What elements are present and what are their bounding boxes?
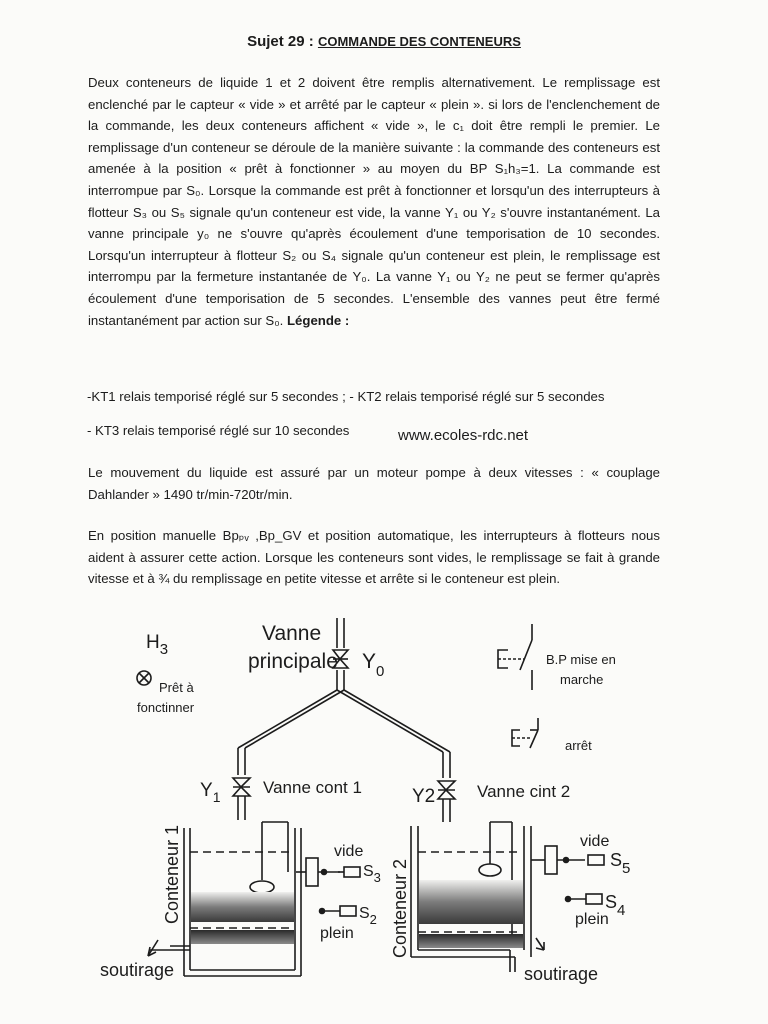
float-switch-box-1 [296, 858, 340, 886]
label-y0: $Y_0$ [362, 650, 385, 680]
lamp-h3-icon [137, 671, 151, 685]
float-switch-box-2 [531, 846, 585, 874]
label-bp-1: B.P mise en [546, 652, 616, 667]
liquid-bottom-container-2 [419, 934, 523, 948]
label-s4: $S_4$ [605, 892, 626, 919]
sensor-s4-icon [566, 894, 603, 904]
label-vide-1: vide [334, 843, 364, 860]
label-s3: $S_3$ [363, 863, 381, 885]
sensor-s2-icon [320, 906, 357, 916]
paragraph-intro-text: Deux conteneurs de liquide 1 et 2 doivent être remplis alternativement. Le remplissage est enclenché par le capteur « vide » et arrêté par le capteur « plein ». si lors de l'enclenchement de la commande, les deux conteneurs affichent « vide », le c₁ doit être rempli le premier. Le remplissage d'un conteneur se déroule de la manière suivante : la commande des conteneurs est amenée à la position « prêt à fonctionner » au moyen du BP S₁h₃=1. La commande est interrompue par S₀. Lorsque la commande est prêt à fonctionner et lorsqu'un des interrupteurs à flotteur S₃ ou S₅ signale qu'un conteneur est vide, la vanne Y₁ ou Y₂ s'ouvre instantanément. La vanne principale y₀ ne s'ouvre qu'après écoulement d'une temporisation de 10 secondes. Lorsqu'un interrupteur à flotteur S₂ ou S₄ signale qu'un conteneur est plein, le remplissage est interrompu par la fermeture instantanée de Y₀. La vanne Y₁ ou Y₂ ne peut se fermer qu'après écoulement d'une temporisation de 5 secondes. L'ensemble des vannes peut être fermé instantanément par action sur S₀. [88, 75, 660, 328]
source-url: www.ecoles-rdc.net [398, 427, 529, 444]
soutirage-arrow-2-icon [536, 938, 544, 950]
title-topic: COMMANDE DES CONTENEURS [317, 34, 521, 49]
label-vide-2: vide [580, 833, 610, 850]
label-vanne-principale-1: Vanne [262, 622, 322, 645]
label-pret-1: Prêt à [159, 680, 194, 695]
liquid-container-1 [191, 892, 294, 922]
label-h3: $H_3$ [146, 632, 169, 658]
label-plein-2: plein [575, 911, 609, 928]
stop-button-icon [512, 718, 538, 748]
soutirage-arrow-1-icon [148, 940, 158, 956]
label-soutirage-1: soutirage [100, 960, 175, 980]
label-bp-2: marche [560, 672, 604, 687]
valve-y1-icon [233, 778, 250, 820]
label-arret: arrêt [565, 738, 592, 753]
page-title [0, 33, 768, 50]
label-vanne-cont-2: Vanne cint 2 [477, 782, 571, 801]
label-y1: $Y_1$ [200, 780, 221, 805]
label-conteneur-2: Conteneur 2 [390, 858, 410, 958]
label-conteneur-1: Conteneur 1 [162, 824, 182, 924]
label-pret-2: fonctinner [137, 700, 195, 715]
legend-line-1: -KT1 relais temporisé réglé sur 5 secondes ; - KT2 relais temporisé réglé sur 5 secondes [87, 389, 605, 404]
sensor-s3-icon [322, 867, 361, 877]
label-vanne-cont-1: Vanne cont 1 [263, 778, 362, 797]
label-s5: $S_5$ [610, 850, 631, 877]
paragraph-intro [88, 72, 660, 331]
title-label: Sujet 29 : [247, 33, 318, 50]
label-y2: Y2 [412, 786, 436, 807]
legend-line-2: - KT3 relais temporisé réglé sur 10 secondes [87, 423, 350, 438]
paragraph-manual: En position manuelle Bpₚᵥ ,Bp_GV et position automatique, les interrupteurs à flotteurs nous aident à assurer cette action. Lorsque les conteneurs sont vides, le remplissage se fait à grande vitesse et à ¾ du remplissage en petite vitesse et arrête si le conteneur est plein. [88, 528, 660, 587]
liquid-bottom-container-1 [191, 930, 294, 944]
liquid-container-2 [419, 880, 523, 924]
paragraph-pump: Le mouvement du liquide est assuré par un moteur pompe à deux vitesses : « couplage Dahlander » 1490 tr/min-720tr/min. [88, 465, 660, 502]
label-s2: $S_2$ [359, 905, 377, 927]
start-button-icon [498, 624, 532, 690]
label-soutirage-2: soutirage [524, 964, 599, 984]
label-vanne-principale-2: principale [248, 650, 338, 673]
legend-heading: Légende : [287, 312, 350, 328]
label-plein-1: plein [320, 925, 354, 942]
valve-y2-icon [438, 781, 455, 822]
container-diagram [0, 600, 768, 1000]
